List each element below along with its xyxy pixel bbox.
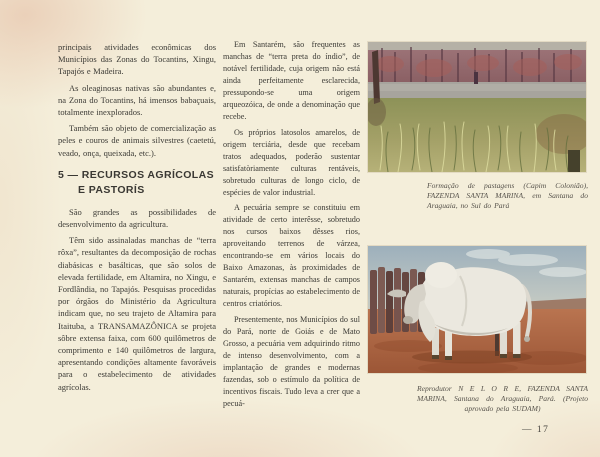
photo-nelore-bull — [368, 246, 586, 373]
text-column-right — [223, 39, 360, 413]
paragraph-oleaginosas: As oleaginosas nativas são abundantes e, na Zona do Tocantins, há imensos babaçuais, totalmente inexplorados. — [58, 82, 216, 118]
dark-clump-right — [568, 150, 580, 172]
bull-illustration — [368, 246, 586, 373]
bull-muzzle — [403, 316, 413, 324]
bull-front-leg — [445, 330, 452, 359]
paragraph-continuation: principais atividades econômicas dos Municípios das Zonas do Tocantins, Xingu, Tapajós e Madeira. — [58, 42, 216, 77]
text-column-left — [58, 41, 216, 397]
paragraph-terra-roxa: Têm sido assinaladas manchas de “terra rôxa”, resultantes da decomposição de rochas diabásicas e basálticas, que são solos de elevada fertilidade, em Altamira, no Xingu, e Fordlândia, no Tapajós. Pesquisas procedidas por órgãos do Ministério da Agricultura indicam que, no seu trajeto de Altamira para Itaituba, a TRANSAMAZÔNICA se projeta sôbre extensa faixa, com 600 quilômetros de comprimento e 140 quilômetros de largura, apresentando condições altamente favoráveis para o estabelecimento de atividades agrícolas. — [58, 235, 216, 392]
paragraph-santarem: Em Santarém, são frequentes as manchas de “terra preta do índio”, de notável fertilidade, cuja origem não está ainda perfeitamente esclarecida, pressupondo-se uma origem arqueozóica, de onde a denominação que recebe. — [223, 40, 360, 121]
page-number: — 17 — [522, 425, 550, 435]
paragraph-possibilidades: São grandes as possibilidades de desenvolvimento da agricultura. — [58, 206, 216, 230]
photo-pasture-field — [368, 42, 586, 172]
paragraph-presentemente: Presentemente, nos Municípios do sul do Pará, norte de Goiás e de Mato Grosso, a pecuária vem adquirindo ritmo de intenso desenvolvimento, com a implantação de grandes e modernas fazendas, sob o estímulo da política de incentivos fiscais. Tudo leva a crer que a pecuá- — [223, 314, 360, 408]
paragraph-latosolos: Os próprios latosolos amarelos, de origem terciária, desde que recebam tratos adequados, poderão sustentar satisfatòriamente culturas rentáveis, sobretudo culturas de longo ciclo, de espécies de valor industrial. — [223, 127, 360, 197]
distant-animal — [474, 72, 478, 84]
photo-caption-bull: Reprodutor N E L O R E, FAZENDA SANTA MARINA, Santana do Araguaia, Pará. (Projeto aprovado pela SUDAM) — [417, 384, 588, 414]
bull-tail-tip — [524, 336, 530, 342]
bull-hump — [425, 262, 457, 288]
paragraph-peles: Também são objeto de comercialização as peles e couros de animais silvestres (caetetú, veado, onça, queixada, etc.). — [58, 123, 216, 158]
section-heading-line2: E PASTORÍS — [78, 183, 145, 196]
photo-caption-pasture: Formação de pastagens (Capim Colonião), FAZENDA SANTA MARINA, em Santana do Araguaia, no Sul do Pará — [427, 181, 588, 211]
section-heading — [58, 168, 216, 198]
pasture-illustration — [368, 42, 586, 172]
section-heading-line1: 5 — RECURSOS AGRÍCOLAS — [58, 168, 215, 181]
distant-field-highlight — [368, 84, 586, 91]
paragraph-pecuaria: A pecuária sempre se constituiu em atividade de certo interêsse, sobretudo nos cursos baixos dêsses rios, aproveitando terrenos de várzea, encontrando-se em vários locais do Baixo Amazonas, às proximidades de Santarém, extensas manchas de campos naturais, propícias ao estabelecimento de centros criatórios. — [223, 203, 360, 308]
